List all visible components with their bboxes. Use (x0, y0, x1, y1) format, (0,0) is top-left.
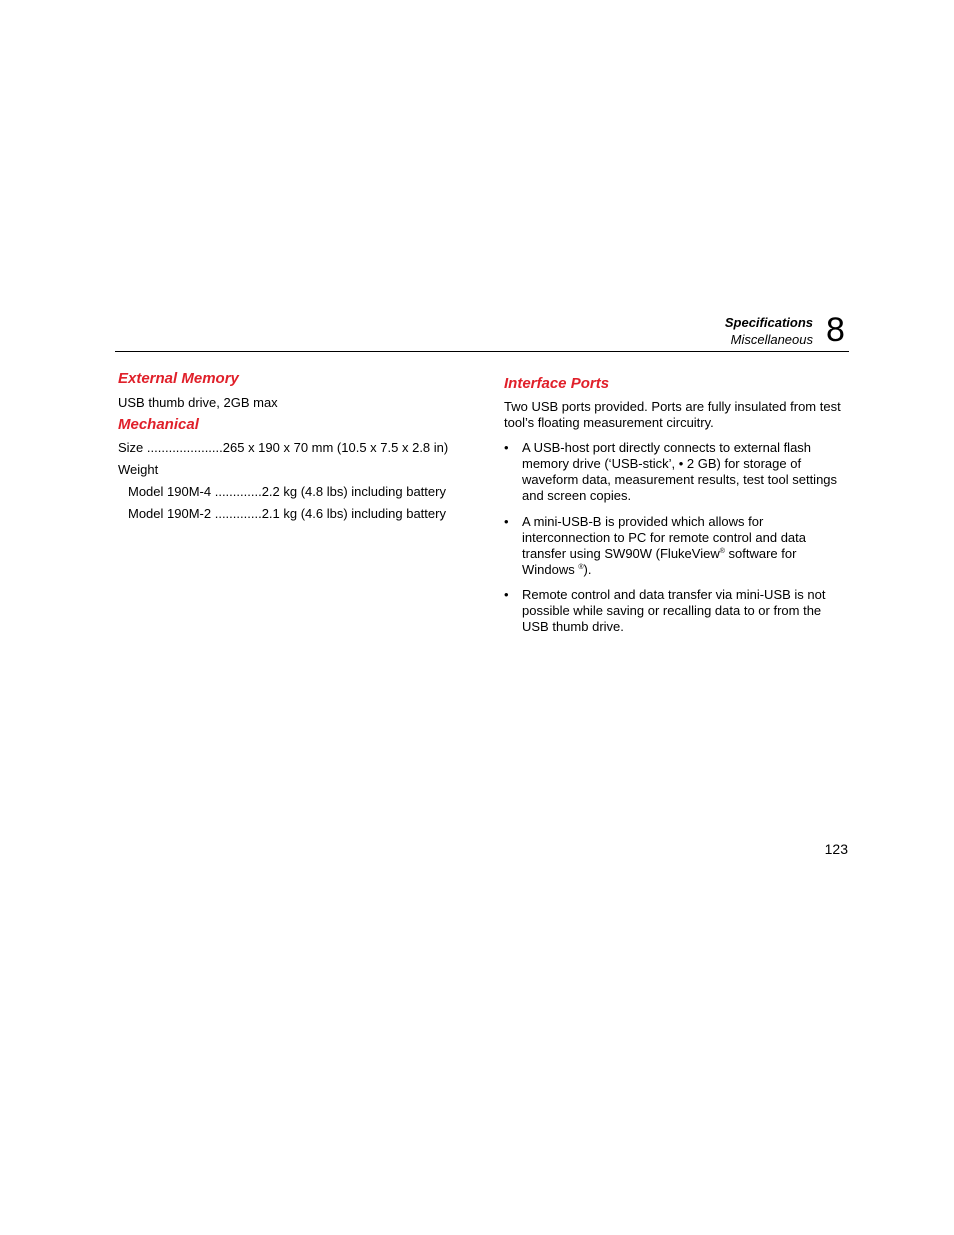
spec-weight-label: Weight (118, 462, 159, 477)
bullet-marker: • (504, 514, 509, 529)
bullet-marker: • (504, 440, 509, 455)
registered-mark: ® (719, 548, 725, 555)
registered-mark: ® (578, 564, 584, 571)
spec-weight-row (128, 484, 446, 500)
spec-size-label: Size (118, 440, 144, 455)
spec-model-value: 2.2 kg (4.8 lbs) including battery (261, 484, 446, 499)
spec-model-label: Model 190M-4 (128, 484, 212, 499)
bullet-text-part: A mini-USB-B is provided which allows for interconnection to PC for remote control and data transfer using SW90W (FlukeView (522, 514, 806, 561)
external-memory-text: USB thumb drive, 2GB max (118, 395, 278, 410)
list-item (504, 440, 849, 504)
spec-model-leader: ............. (211, 484, 262, 499)
spec-size-row (118, 440, 448, 456)
spec-size-value: 265 x 190 x 70 mm (10.5 x 7.5 x 2.8 in) (222, 440, 449, 455)
list-item (504, 587, 849, 635)
heading-interface-ports: Interface Ports (504, 375, 610, 392)
spec-weight-row (128, 506, 446, 522)
bullet-text-part: software for Windows (522, 546, 797, 577)
spec-size-leader: ..................... (143, 440, 223, 455)
spec-model-leader: ............. (211, 506, 262, 521)
page-number: 123 (824, 841, 848, 857)
bullet-text-part: ). (583, 562, 592, 577)
bullet-text: Remote control and data transfer via mini-USB is not possible while saving or recalling data to or from the USB thumb drive. (522, 587, 826, 634)
spec-model-value: 2.1 kg (4.6 lbs) including battery (261, 506, 446, 521)
heading-mechanical: Mechanical (118, 416, 199, 433)
bullet-marker: • (504, 587, 509, 602)
bullet-text (522, 514, 849, 578)
heading-external-memory: External Memory (118, 370, 239, 387)
interface-intro: Two USB ports provided. Ports are fully insulated from test tool’s floating measurement circuitry. (504, 399, 841, 430)
running-header-section: Specifications (724, 315, 813, 330)
header-rule (115, 351, 849, 352)
running-header-subsection: Miscellaneous (730, 332, 813, 347)
chapter-number: 8 (826, 311, 845, 349)
spec-model-label: Model 190M-2 (128, 506, 212, 521)
list-item (504, 514, 849, 578)
bullet-text: A USB-host port directly connects to external flash memory drive (‘USB-stick’, • 2 GB) for storage of waveform data, measurement results, test tool settings and screen copies. (522, 440, 838, 503)
